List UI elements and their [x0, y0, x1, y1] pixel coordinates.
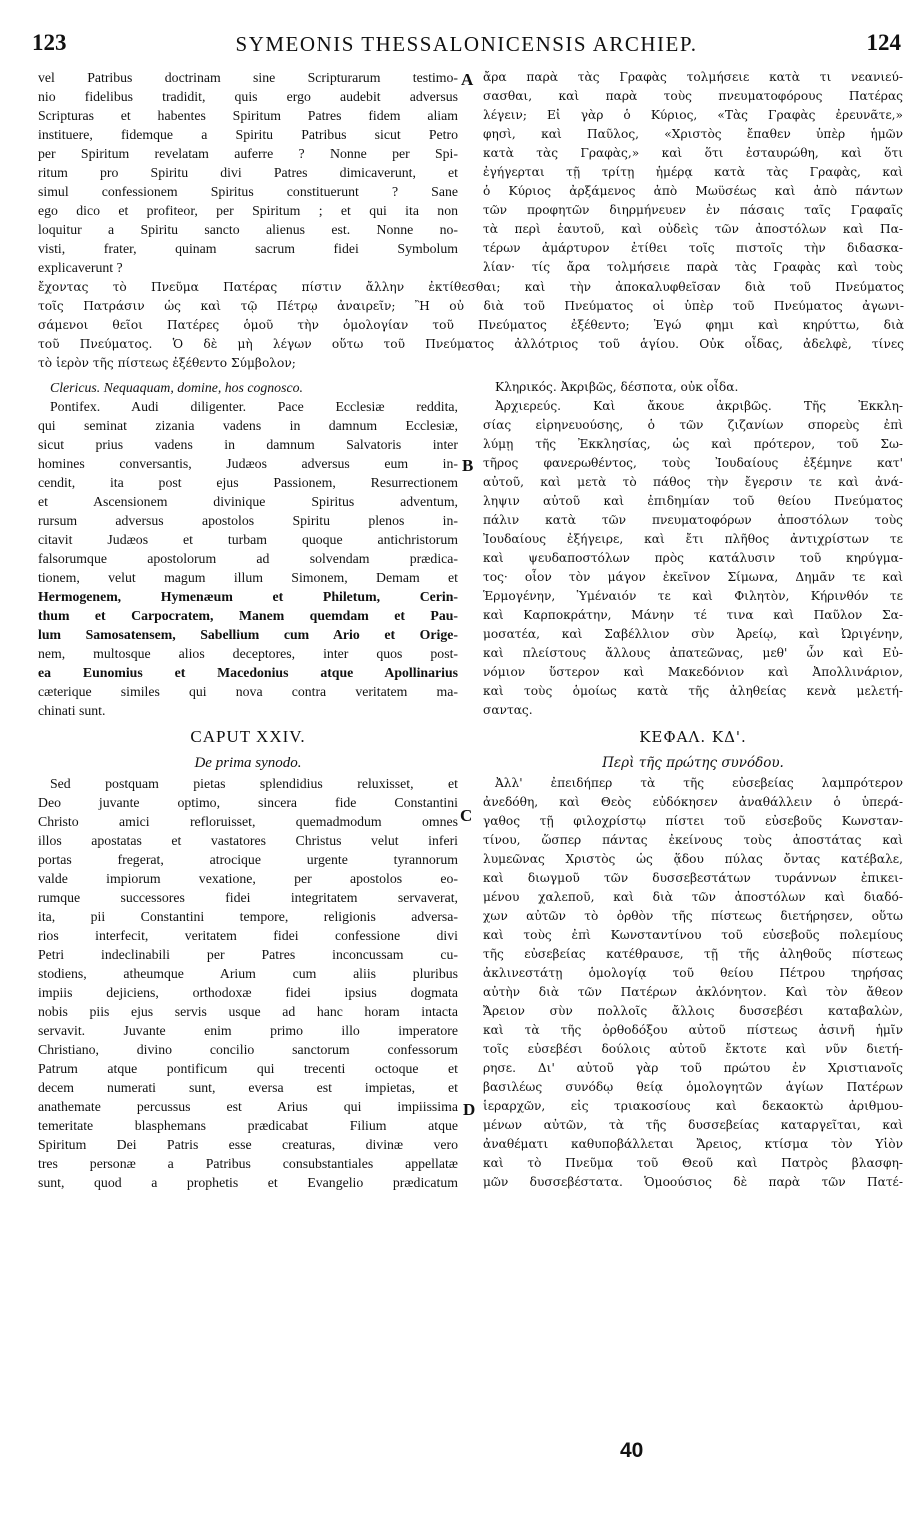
latin-column-middle	[38, 378, 458, 720]
text-line: Christo amici refloruisset, quemadmodum omnes	[38, 814, 458, 829]
text-line: chinati sunt.	[38, 703, 106, 718]
text-line: loquitur a Spiritu sancto alienus est. Nonne no-	[38, 222, 458, 237]
text-line: σασθαι, καὶ παρὰ τοὺς πνευματοφόρους Πατέρας	[483, 89, 903, 103]
text-line: ita, pii Constantini tempore, religionis adversa-	[38, 909, 458, 924]
text-line: stodiens, atheumque Arium cum aliis pluribus	[38, 966, 458, 981]
text-line: λυμεῶνας Χριστὸς ὡς ᾅδου πύλας ὄντας κατέβαλε,	[483, 852, 903, 866]
text-line: τος· οἷον τὸν μάγον ἐκεῖνον Σίμωνα, Δημᾶν τε καὶ	[483, 570, 903, 584]
text-line: citavit Judæos et turbam quoque antichristorum	[38, 532, 458, 547]
text-line: καὶ τοὺς ὁμοίως κατὰ τῆς ἀληθείας κενὰ μελετή-	[483, 684, 903, 698]
text-line: Scripturas et habentes Spiritum Patres fidem aliam	[38, 108, 458, 123]
text-line: Spiritum Dei Patris esse creaturas, divinæ vero	[38, 1137, 458, 1152]
text-line: αὐτὴν διὰ τῶν Πατέρων ἀκλόνητον. Καὶ τὸν ἄθεον	[483, 985, 903, 999]
text-line: Pontifex. Audi diligenter. Pace Ecclesiæ reddita,	[50, 399, 458, 414]
text-line: rursum adversus apostolos Spiritu plenos in-	[38, 513, 458, 528]
text-line: τοῖς εὐσεβέσι δούλοις αὐτοῦ ἔκτοτε καὶ νῦν διετή-	[483, 1042, 903, 1056]
text-line: Ἀλλ' ἐπειδήπερ τὰ τῆς εὐσεβείας λαμπρότερον	[495, 776, 903, 790]
text-line: tres personæ a Patribus consubstantiales appellatæ	[38, 1156, 458, 1171]
text-line: λέγειν; Εἰ γὰρ ὁ Κύριος, «Τὰς Γραφὰς ἐρευνᾶτε,»	[483, 108, 903, 122]
text-line: Clericus. Nequaquam, domine, hos cognosco.	[50, 380, 303, 395]
text-line: Christiano, divino concilio sanctorum confessorum	[38, 1042, 458, 1057]
text-line: μῶν δυσσεβέστατα. Ὁμοούσιος δὲ παρὰ τῶν Πατέ-	[483, 1175, 903, 1189]
text-line: τὸ ἱερὸν τῆς πίστεως ἐξέθεντο Σύμβολον;	[38, 356, 296, 370]
text-line: τέρων ἀμάρτυρον ἐτίθει τοῖς πιστοῖς τὴν διδασκα-	[483, 241, 903, 255]
text-line: impiis dejiciens, orthodoxæ fidei ipsius dogmata	[38, 985, 458, 1000]
margin-letter-d: D	[463, 1100, 476, 1119]
text-line: illos apostatas et vastatores Christus velut inferi	[38, 833, 458, 848]
text-line: visti, frater, quinam sacrum fidei Symbolum	[38, 241, 458, 256]
text-line: Ἄρειον σὺν πολλοῖς ἄλλοις δυσσεβέσι καταβαλὼν,	[483, 1004, 903, 1018]
text-line: Sed postquam pietas splendidius reluxisset, et	[50, 776, 458, 791]
text-line: βασιλέως συνόδῳ θείᾳ ὁμολογητῶν ἁγίων Πατέρων	[483, 1080, 903, 1094]
text-line: temeritate blasphemans prædicabat Filium atque	[38, 1118, 458, 1133]
text-line: portas fregerat, atrocique urgente tyrannorum	[38, 852, 458, 867]
text-line: λύμῃ τῆς Ἐκκλησίας, ὡς καὶ πρότερον, τοῦ Σω-	[483, 437, 903, 451]
latin-column-chapter	[38, 722, 458, 1192]
text-line: χων αὐτῶν τὸ ὀρθὸν τῆς πίστεως διετήρησεν, οὕτω	[483, 909, 903, 923]
latin-column-top	[38, 68, 458, 277]
text-line: τῶν προφητῶν διηρμήνευεν ἐν πάσαις ταῖς Γραφαῖς	[483, 203, 903, 217]
text-line: per Spiritum revelatam auferre ? Nonne per Spi-	[38, 146, 458, 161]
text-line: explicaverunt ?	[38, 260, 123, 275]
page-number-left: 123	[32, 30, 67, 55]
text-line: nobis piis ejus servis usque ad hanc horam intacta	[38, 1004, 458, 1019]
text-line: homines conversantis, Judæos adversus eum in-	[38, 456, 458, 471]
text-line: ἀκλινεστάτῃ ὁμολογίᾳ τοῦ θείου Πέτρου τηρήσας	[483, 966, 903, 980]
text-line: σάμενοι θεῖοι Πατέρες ὁμοῦ τὴν ὁμολογίαν τοῦ Πνεύματος ἐξέθεντο; Ἐγώ φημι καὶ κηρύττω, διὰ	[38, 318, 904, 332]
text-line: sunt, quod a prophetis et Evangelio prædicatum	[38, 1175, 458, 1190]
text-line: et Ascensionem divinique Spiritus adventum,	[38, 494, 458, 509]
text-line: cendit, ita post ejus Passionem, Resurrectionem	[38, 475, 458, 490]
page-number-right: 124	[866, 30, 901, 55]
text-line: ρησε. Δι' αὐτοῦ γὰρ τοῦ πρώτου ἐν Χριστιανοῖς	[483, 1061, 903, 1075]
text-line: Deo juvante optimo, sincera fide Constantini	[38, 795, 458, 810]
text-line: valde impiorum vexatione, per apostolos eo-	[38, 871, 458, 886]
text-line: nio fidelibus tradidit, quis ergo audebit adversus	[38, 89, 458, 104]
text-line: τοῦ Πνεύματος. Ὁ δὲ μὴ λέγων οὕτω τοῦ Πνεύματος ἀλλότριος τοῦ ἁγίου. Οὐκ οἶδας, ἀδελφὲ, τίνες	[38, 337, 904, 351]
text-line: vel Patribus doctrinam sine Scripturarum testimo-	[38, 70, 458, 85]
text-line: ἔχοντας τὸ Πνεῦμα Πατέρας πίστιν ἄλλην ἐκτίθεσθαι; καὶ τὴν ἀποκαλυφθεῖσαν διὰ τοῦ Πνεύματος	[38, 280, 904, 294]
chapter-subtitle: Περὶ τῆς πρώτης συνόδου.	[602, 755, 784, 771]
greek-column-top	[483, 68, 903, 277]
chapter-title: ΚΕΦΑΛ. ΚΔ'.	[639, 728, 747, 746]
text-line: lum Samosatensem, Sabellium cum Ario et Orige-	[38, 627, 458, 642]
text-line: rumque successores fidei integritatem servaverat,	[38, 890, 458, 905]
text-line: thum et Carpocratem, Manem quemdam et Pau-	[38, 608, 458, 623]
text-line: κατὰ τὰς Γραφὰς,» καὶ ὅτι ἐσταυρώθη, καὶ ὅτι	[483, 146, 903, 160]
text-line: rios interfecit, veritatem fidei confessione divi	[38, 928, 458, 943]
running-head: SYMEONIS THESSALONICENSIS ARCHIEP.	[235, 32, 698, 56]
text-line: πάλιν κατὰ τῶν πνευματοφόρων ἀποστόλων τοὺς	[483, 513, 903, 527]
text-line: anathemate percussus est Arius qui impiissima	[38, 1099, 458, 1114]
text-line: φησὶ, καὶ Παῦλος, «Χριστὸς ἔπαθεν ὑπὲρ ἡμῶν	[483, 127, 903, 141]
text-line: ego dico et profiteor, per Spiritum ; et qui ita non	[38, 203, 458, 218]
text-line: qui seminat zizania vadens in damnum Ecclesiæ,	[38, 418, 458, 433]
text-line: simul confessionem Spiritus constituerunt ? Sane	[38, 184, 458, 199]
text-line: καὶ Καρποκράτην, Μάνην τέ τινα καὶ Παῦλον Σα-	[483, 608, 903, 622]
chapter-title: CAPUT XXIV.	[190, 727, 306, 746]
text-line: falsorumque apostolorum ad solvendam prædica-	[38, 551, 458, 566]
text-line: μένου χαλεποῦ, καὶ διὰ τῶν ἀποστόλων καὶ διαδό-	[483, 890, 903, 904]
text-line: decem numerati sunt, eversa est impietas, et	[38, 1080, 458, 1095]
greek-column-chapter	[483, 722, 903, 1192]
margin-letter-b: B	[462, 456, 474, 475]
text-line: γαθος τῇ φιλοχρίστῳ πίστει τοῦ εὐσεβοῦς Κωνσταν-	[483, 814, 903, 828]
text-line: ληψιν αὐτοῦ καὶ ἐπιδημίαν τοῦ θείου Πνεύματος	[483, 494, 903, 508]
text-line: sicut prius vadens in damnum Salvatoris inter	[38, 437, 458, 452]
text-line: καὶ τὸ Πνεῦμα τοῦ Θεοῦ καὶ Πατρὸς βλασφη-	[483, 1156, 903, 1170]
text-line: τὰ περὶ ἑαυτοῦ, καὶ οὐδεὶς τῶν ἀποστόλων καὶ Πα-	[483, 222, 903, 236]
text-line: cæterique similes qui nova contra veritatem ma-	[38, 684, 458, 699]
greek-column-middle	[483, 378, 903, 720]
text-line: σίας εἰρηνευούσης, ὁ τῶν ζιζανίων σπορεὺς ἐπὶ	[483, 418, 903, 432]
text-line: ὁ Κύριος ἀρξάμενος ἀπὸ Μωϋσέως καὶ ἀπὸ πάντων	[483, 184, 903, 198]
text-line: nem, multosque alios deceptores, inter quos post-	[38, 646, 458, 661]
text-line: instituere, fidemque a Spiritu Patribus sicut Petro	[38, 127, 458, 142]
text-line: τίνου, ὥσπερ πάντας ἐκείνους τοὺς ἀποστάτας καὶ	[483, 833, 903, 847]
text-line: ritum pro Spiritu divi Patres dimicaverunt, et	[38, 165, 458, 180]
text-line: λίαν· τίς ἄρα τολμήσειε παρὰ τὰς Γραφὰς καὶ τοὺς	[483, 260, 903, 274]
text-line: ἐγήγερται τῇ τρίτῃ ἡμέρᾳ κατὰ τὰς Γραφὰς, καὶ	[483, 165, 903, 179]
text-line: servavit. Juvante enim primo illo imperatore	[38, 1023, 458, 1038]
text-line: καὶ πλείστους ἄλλους ἀπατεῶνας, μεθ' ὧν καὶ Εὐ-	[483, 646, 903, 660]
column-number: 40	[620, 1439, 644, 1462]
text-line: ἱεραρχῶν, εἰς τριακοσίους καὶ δεκαοκτὼ ἀριθμου-	[483, 1099, 903, 1113]
text-line: μένων αὐτῶν, τὰ τῆς δυσσεβείας καταργεῖται, καὶ	[483, 1118, 903, 1132]
text-line: Κληρικός. Ἀκριβῶς, δέσποτα, οὐκ οἶδα.	[495, 380, 739, 394]
text-line: μοσατέα, καὶ Σαβέλλιον σὺν Ἀρείῳ, καὶ Ὠριγένην,	[483, 627, 903, 641]
text-line: καὶ τὰ τῆς ὀρθοδόξου αὐτοῦ πίστεως ἀσινῆ ἡμῖν	[483, 1023, 903, 1037]
text-line: ἄρα παρὰ τὰς Γραφὰς τολμήσειε κατὰ τι νεανιεύ-	[483, 70, 903, 84]
text-line: Ἑρμογένην, Ὑμέναιόν τε καὶ Φιλητὸν, Κήρινθόν τε	[483, 589, 903, 603]
text-line: τῆς εὐσεβείας κατέθραυσε, τῇ τῆς ἀληθοῦς πίστεως	[483, 947, 903, 961]
margin-letter-a: A	[461, 70, 474, 89]
chapter-subtitle: De prima synodo.	[194, 755, 302, 771]
text-line: Patrum atque pontificum qui trecenti octoque et	[38, 1061, 458, 1076]
text-line: Petri indeclinabili per Patres inconcussam cu-	[38, 947, 458, 962]
text-line: καὶ διωγμοῦ τῶν δυσσεβεστάτων τυράννων ἐπικει-	[483, 871, 903, 885]
text-line: τῆρος φανερωθέντος, τοὺς Ἰουδαίους ἐξέμηνε κατ'	[483, 456, 903, 470]
text-line: νόμιον ὕστερον καὶ Μακεδόνιον καὶ Ἀπολλινάριον,	[483, 665, 903, 679]
text-line: καὶ ψευδαποστόλων πρὸς κατάλυσιν τοῦ κηρύγμα-	[483, 551, 903, 565]
margin-letter-c: C	[460, 806, 473, 825]
text-line: tionem, velut magum illum Simonem, Demam et	[38, 570, 458, 585]
text-line: καὶ τοὺς ἐπὶ Κωνσταντίνου τοῦ εὐσεβοῦς πολεμίους	[483, 928, 903, 942]
page-header	[28, 30, 905, 64]
text-line: ἀνεδόθη, καὶ Θεὸς εὐδόκησεν ἀναθάλλειν ὁ ὑπερά-	[483, 795, 903, 809]
greek-full-width-block	[38, 278, 904, 373]
text-line: τοῖς Πατράσιν ὡς καὶ τῷ Πέτρῳ ἀναιρεῖν; Ἢ οὐ διὰ τοῦ Πνεύματος οἱ ὑπὲρ τοῦ Πνεύματος ἀγωνι-	[38, 299, 904, 313]
text-line: Ἀρχιερεύς. Καὶ ἄκουε ἀκριβῶς. Τῆς Ἐκκλη-	[495, 399, 903, 413]
text-line: αὐτοῦ, καὶ μετὰ τὸ πάθος τὴν ἔγερσιν τε καὶ ἀνά-	[483, 475, 903, 489]
text-line: Hermogenem, Hymenæum et Philetum, Cerin-	[38, 589, 458, 604]
text-line: σαντας.	[483, 703, 533, 717]
text-line: Ἰουδαίους ἐξήγειρε, καὶ ἔτι πλῆθος ἀντιχρίστων τε	[483, 532, 903, 546]
text-line: ἀναθέματι καθυποβάλλεται Ἄρειος, κτίσμα τὸν Υἱὸν	[483, 1137, 903, 1151]
text-line: ea Eunomius et Macedonius atque Apollinarius	[38, 665, 458, 680]
